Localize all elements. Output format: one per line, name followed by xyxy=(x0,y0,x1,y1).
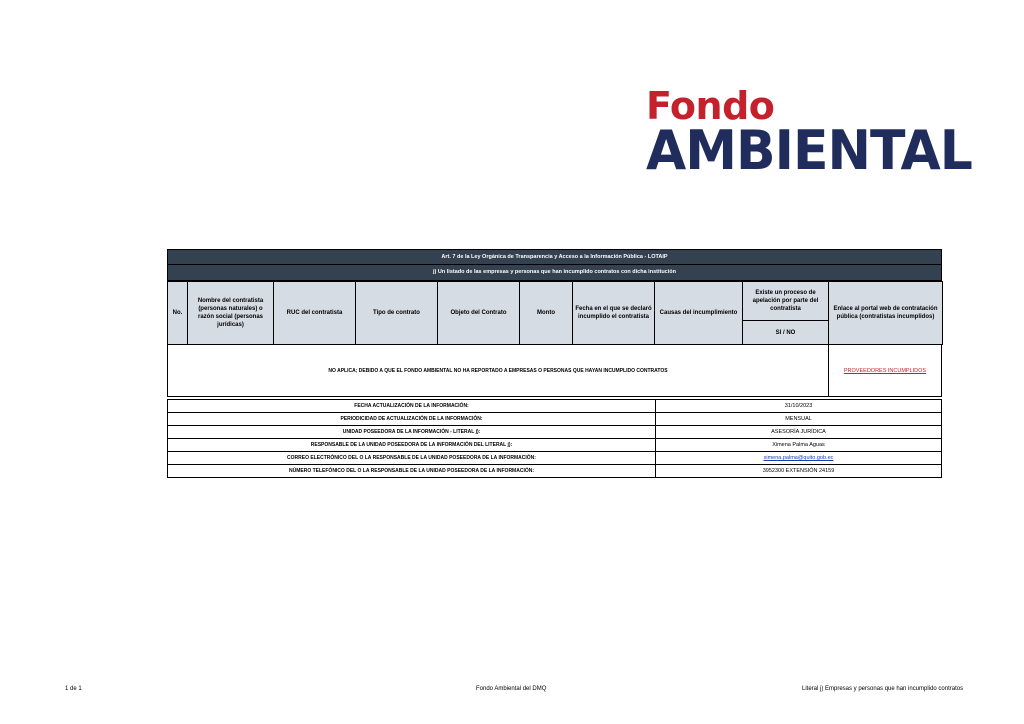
responsible-value: Ximena Palma Aguas xyxy=(656,439,942,452)
footer-organization: Fondo Ambiental del DMQ xyxy=(476,686,547,692)
logo-word-ambiental: AMBIENTAL xyxy=(646,119,972,183)
owner-unit-value: ASESORÍA JURÍDICA xyxy=(656,426,942,439)
email-link[interactable]: ximena.palma@quito.gob.ec xyxy=(656,452,942,465)
responsible-label: RESPONSABLE DE LA UNIDAD POSEEDORA DE LA INFORMACIÓN DEL LITERAL j): xyxy=(168,439,656,452)
no-applies-row xyxy=(167,345,942,397)
col-header-contract-object: Objeto del Contrato xyxy=(438,282,520,345)
table-row xyxy=(168,413,942,426)
no-applies-notice: NO APLICA; DEBIDO A QUE EL FONDO AMBIENTAL NO HA REPORTADO A EMPRESAS O PERSONAS QUE HAYAN INCUMPLIDO CONTRATOS xyxy=(168,345,829,396)
phone-label: NÚMERO TELEFÓNICO DEL O LA RESPONSABLE DE LA UNIDAD POSEEDORA DE LA INFORMACIÓN: xyxy=(168,465,656,478)
law-title: Art. 7 de la Ley Orgánica de Transparencia y Acceso a la Información Pública - LOTAIP xyxy=(167,249,942,265)
table-row xyxy=(168,426,942,439)
update-date-label: FECHA ACTUALIZACIÓN DE LA INFORMACIÓN: xyxy=(168,400,656,413)
col-header-contract-type: Tipo de contrato xyxy=(356,282,438,345)
logo-word-fondo: Fondo xyxy=(646,84,775,128)
table-row xyxy=(168,465,942,478)
literal-subtitle: j) Un listado de las empresas y personas que han incumplido contratos con dicha institución xyxy=(167,265,942,281)
col-header-breach-date: Fecha en el que se declaró incumplido el contratista xyxy=(573,282,655,345)
fondo-ambiental-logo xyxy=(646,84,972,183)
email-label: CORREO ELECTRÓNICO DEL O LA RESPONSABLE DE LA UNIDAD POSEEDORA DE LA INFORMACIÓN: xyxy=(168,452,656,465)
lotaip-sheet xyxy=(167,249,942,478)
col-header-breach-causes: Causas del incumplimiento xyxy=(655,282,743,345)
column-header-table xyxy=(167,281,943,345)
col-header-appeal: Existe un proceso de apelación por parte del contratista xyxy=(743,282,829,321)
phone-value: 3952300 EXTENSIÓN 24159 xyxy=(656,465,942,478)
update-date-value: 31/10/2023 xyxy=(656,400,942,413)
table-row xyxy=(168,452,942,465)
col-header-portal-link: Enlace al portal web de contratación pública (contratistas incumplidos) xyxy=(829,282,943,345)
page-number: 1 de 1 xyxy=(65,686,82,692)
update-frequency-value: MENSUAL xyxy=(656,413,942,426)
footer-section-title: Literal j) Empresas y personas que han incumplido contratos xyxy=(802,686,964,692)
update-frequency-label: PERIODICIDAD DE ACTUALIZACIÓN DE LA INFORMACIÓN: xyxy=(168,413,656,426)
col-header-amount: Monto xyxy=(520,282,573,345)
col-header-contractor-name: Nombre del contratista (personas naturales) o razón social (personas jurídicas) xyxy=(188,282,274,345)
owner-unit-label: UNIDAD POSEEDORA DE LA INFORMACIÓN - LITERAL j): xyxy=(168,426,656,439)
table-row xyxy=(168,439,942,452)
col-header-ruc: RUC del contratista xyxy=(274,282,356,345)
col-header-appeal-yes-no: SI / NO xyxy=(743,321,829,345)
table-row xyxy=(168,400,942,413)
metadata-table xyxy=(167,399,942,478)
defaulting-suppliers-link[interactable]: PROVEEDORES INCUMPLIDOS xyxy=(843,367,927,374)
col-header-no: No. xyxy=(168,282,188,345)
